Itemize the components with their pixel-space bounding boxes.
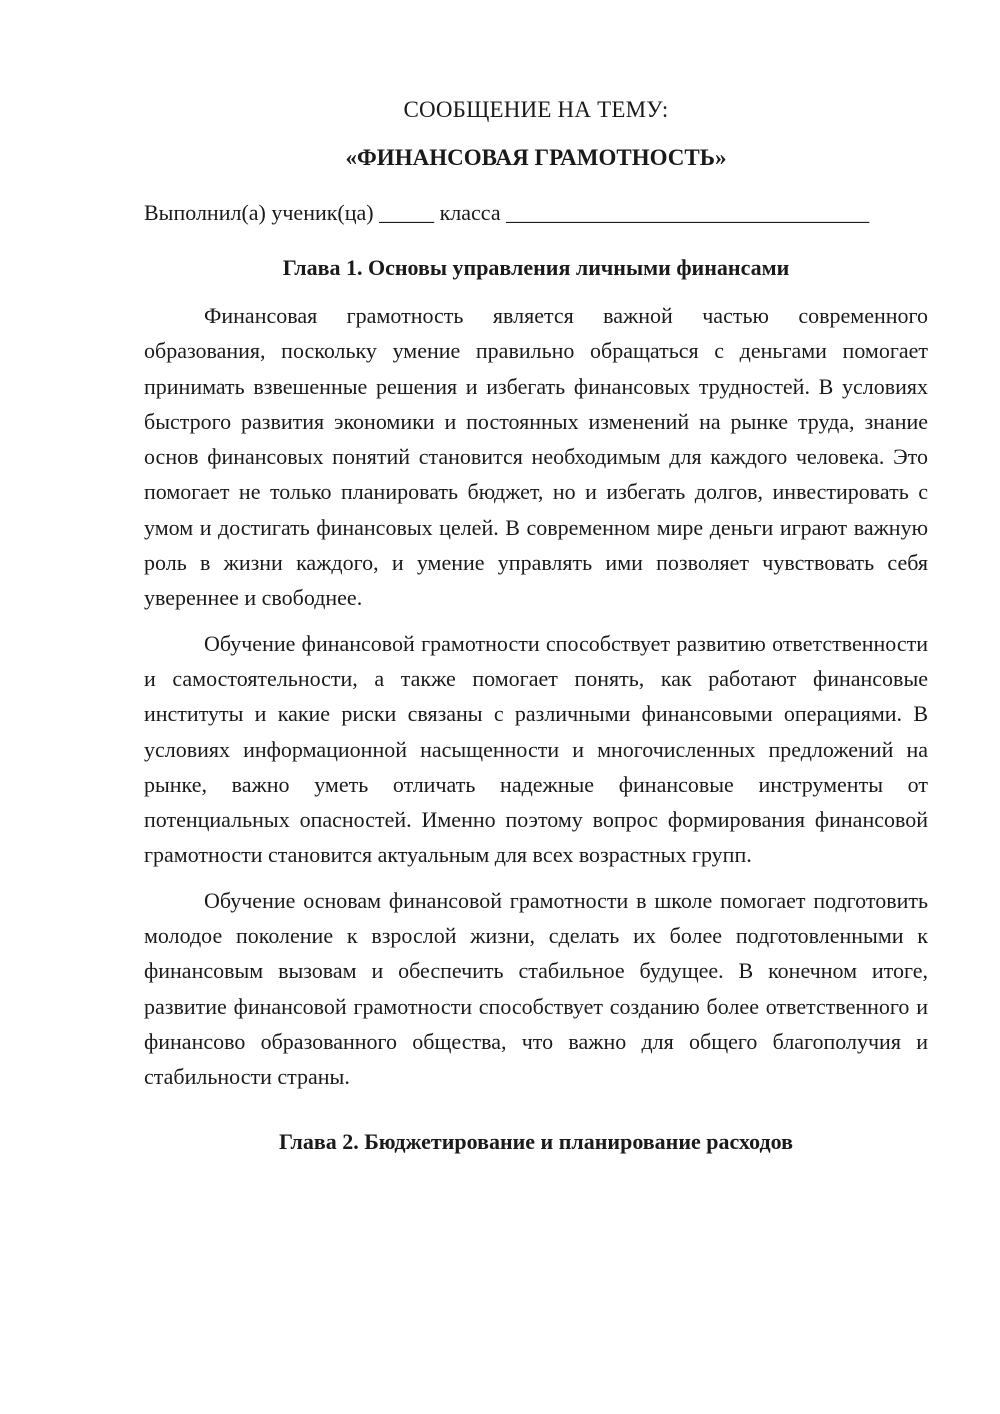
document-title: «ФИНАНСОВАЯ ГРАМОТНОСТЬ»: [345, 145, 727, 170]
paragraph: Финансовая грамотность является важной частью современного образования, поскольку умение правильно обращаться с деньгами помогает принимать взвешенные решения и избегать финансовых трудностей. В условиях быстрого развития экономики и постоянных изменений на рынке труда, знание основ финансовых понятий становится необходимым для каждого человека. Это помогает не только планировать бюджет, но и избегать долгов, инвестировать с умом и достигать финансовых целей. В современном мире деньги играют важную роль в жизни каждого, и умение управлять ими позволяет чувствовать себя увереннее и свободнее.: [144, 303, 928, 611]
author-line: Выполнил(а) ученик(ца) _____ класса _________________________________: [144, 200, 870, 225]
chapter-2-title: Глава 2. Бюджетирование и планирование расходов: [279, 1128, 793, 1154]
paragraph: Обучение основам финансовой грамотности в школе помогает подготовить молодое поколение к взрослой жизни, сделать их более подготовленными к финансовым вызовам и обеспечить стабильное будущее. В конечном итоге, развитие финансовой грамотности способствует созданию более ответственного и финансово образованного общества, что важно для общего благополучия и стабильности страны.: [144, 887, 928, 1090]
chapter-1-title: Глава 1. Основы управления личными финансами: [282, 255, 790, 280]
paragraph: Обучение финансовой грамотности способствует развитию ответственности и самостоятельности, а также помогает понять, как работают финансовые институты и какие риски связаны с различными финансовыми операциями. В условиях информационной насыщенности и многочисленных предложений на рынке, важно уметь отличать надежные финансовые инструменты от потенциальных опасностей. Именно поэтому вопрос формирования финансовой грамотности становится актуальным для всех возрастных групп.: [144, 630, 928, 868]
document-page: [144, 92, 928, 1159]
document-heading-topic: СООБЩЕНИЕ НА ТЕМУ:: [403, 97, 669, 122]
